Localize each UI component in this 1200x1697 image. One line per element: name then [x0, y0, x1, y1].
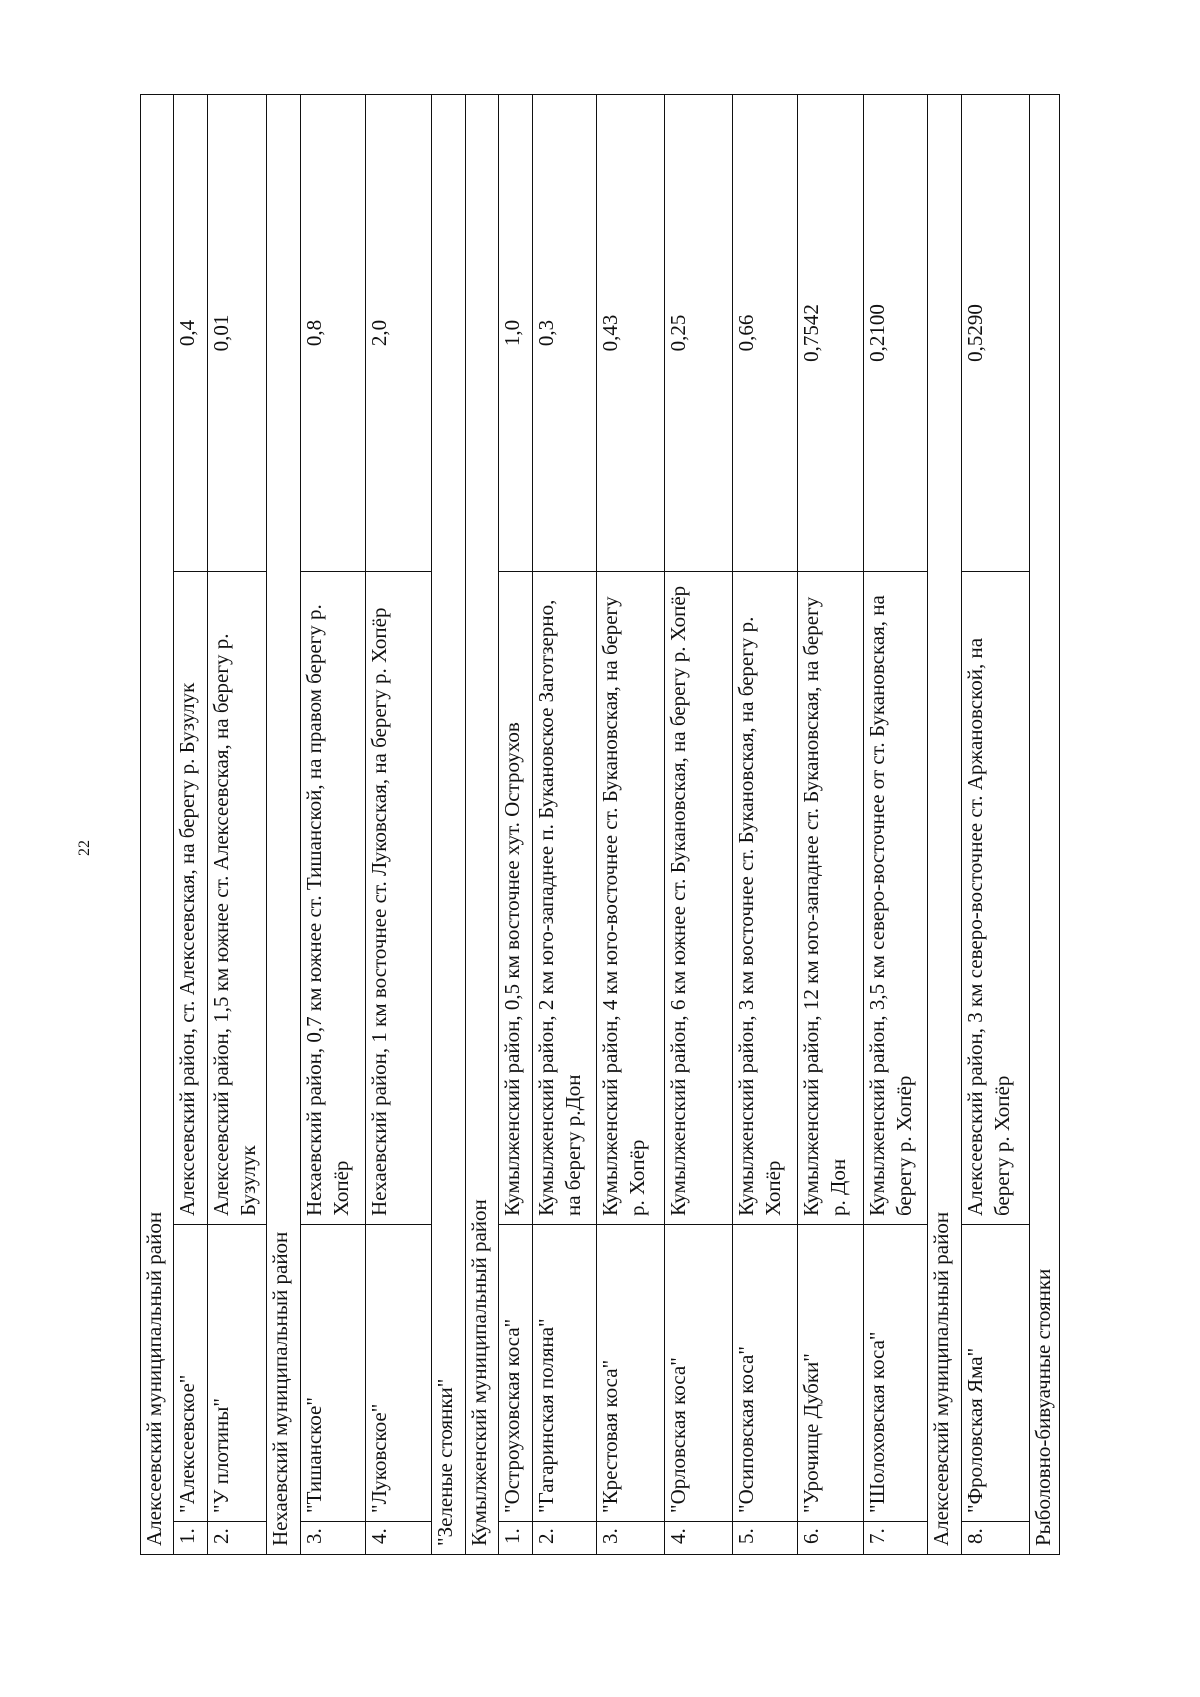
site-name: "Фроловская Яма"	[961, 1225, 1029, 1522]
page-number: 22	[76, 840, 93, 856]
section-heading: Кумылженский муниципальный район	[465, 94, 498, 1554]
table-row	[733, 94, 798, 1554]
table-row	[961, 94, 1029, 1554]
site-location: Кумылженский район, 2 км юго-западнее п. Букановское Заготзерно, на берегу р.Дон	[532, 572, 597, 1225]
table-row	[597, 94, 665, 1554]
section-heading-row	[267, 94, 300, 1554]
site-name: "Осиповская коса"	[733, 1225, 798, 1522]
site-name: "Алексеевское"	[174, 1225, 207, 1522]
section-heading-row	[432, 94, 465, 1554]
row-number: 1.	[174, 1522, 207, 1555]
table-row	[797, 94, 863, 1554]
section-heading: Алексеевский муниципальный район	[928, 94, 961, 1554]
table-row	[863, 94, 928, 1554]
table-row	[665, 94, 733, 1554]
campsites-table	[140, 94, 1060, 1555]
site-area: 0,5290	[961, 94, 1029, 571]
row-number: 4.	[366, 1522, 432, 1555]
table-row	[300, 94, 366, 1554]
section-heading: Алексеевский муниципальный район	[141, 94, 174, 1554]
table-row	[207, 94, 266, 1554]
table-row	[499, 94, 532, 1554]
site-location: Нехаевский район, 1 км восточнее ст. Луковская, на берегу р. Хопёр	[366, 572, 432, 1225]
site-name: "Остроуховская коса"	[499, 1225, 532, 1522]
table-row	[174, 94, 207, 1554]
table-row	[532, 94, 597, 1554]
site-area: 0,25	[665, 94, 733, 571]
section-heading-row	[141, 94, 174, 1554]
site-name: "У плотины"	[207, 1225, 266, 1522]
site-name: "Тишанское"	[300, 1225, 366, 1522]
row-number: 3.	[300, 1522, 366, 1555]
site-location: Кумылженский район, 4 км юго-восточнее ст. Букановская, на берегу р. Хопёр	[597, 572, 665, 1225]
row-number: 4.	[665, 1522, 733, 1555]
site-name: "Луковское"	[366, 1225, 432, 1522]
site-location: Кумылженский район, 3 км восточнее ст. Букановская, на берегу р. Хопёр	[733, 572, 798, 1225]
row-number: 1.	[499, 1522, 532, 1555]
site-location: Алексеевский район, 3 км северо-восточнее ст. Аржановской, на берегу р. Хопёр	[961, 572, 1029, 1225]
site-name: "Орловская коса"	[665, 1225, 733, 1522]
section-heading: Рыболовно-бивуачные стоянки	[1029, 94, 1059, 1554]
site-area: 0,8	[300, 94, 366, 571]
site-location: Алексеевский район, 1,5 км южнее ст. Алексеевская, на берегу р. Бузулук	[207, 572, 266, 1225]
section-heading-row	[1029, 94, 1059, 1554]
site-area: 0,4	[174, 94, 207, 571]
site-location: Кумылженский район, 6 км южнее ст. Букановская, на берегу р. Хопёр	[665, 572, 733, 1225]
site-area: 0,7542	[797, 94, 863, 571]
site-location: Алексеевский район, ст. Алексеевская, на берегу р. Бузулук	[174, 572, 207, 1225]
site-area: 1,0	[499, 94, 532, 571]
row-number: 2.	[532, 1522, 597, 1555]
site-location: Кумылженский район, 3,5 км северо-восточнее от ст. Букановская, на берегу р. Хопёр	[863, 572, 928, 1225]
site-location: Нехаевский район, 0,7 км южнее ст. Тишанской, на правом берегу р. Хопёр	[300, 572, 366, 1225]
site-name: "Шолоховская коса"	[863, 1225, 928, 1522]
table-body	[141, 94, 1060, 1554]
row-number: 5.	[733, 1522, 798, 1555]
row-number: 3.	[597, 1522, 665, 1555]
table-container	[140, 95, 1060, 1555]
site-name: "Урочище Дубки"	[797, 1225, 863, 1522]
site-location: Кумылженский район, 12 км юго-западнее ст. Букановская, на берегу р. Дон	[797, 572, 863, 1225]
site-location: Кумылженский район, 0,5 км восточнее хут. Остроухов	[499, 572, 532, 1225]
site-area: 0,01	[207, 94, 266, 571]
row-number: 7.	[863, 1522, 928, 1555]
site-area: 0,3	[532, 94, 597, 571]
table-row	[366, 94, 432, 1554]
section-heading-row	[465, 94, 498, 1554]
row-number: 6.	[797, 1522, 863, 1555]
section-heading: Нехаевский муниципальный район	[267, 94, 300, 1554]
section-heading: "Зеленые стоянки"	[432, 94, 465, 1554]
row-number: 2.	[207, 1522, 266, 1555]
site-area: 0,66	[733, 94, 798, 571]
site-area: 0,43	[597, 94, 665, 571]
site-area: 0,2100	[863, 94, 928, 571]
site-name: "Гагаринская поляна"	[532, 1225, 597, 1522]
site-area: 2,0	[366, 94, 432, 571]
section-heading-row	[928, 94, 961, 1554]
site-name: "Крестовая коса"	[597, 1225, 665, 1522]
row-number: 8.	[961, 1522, 1029, 1555]
